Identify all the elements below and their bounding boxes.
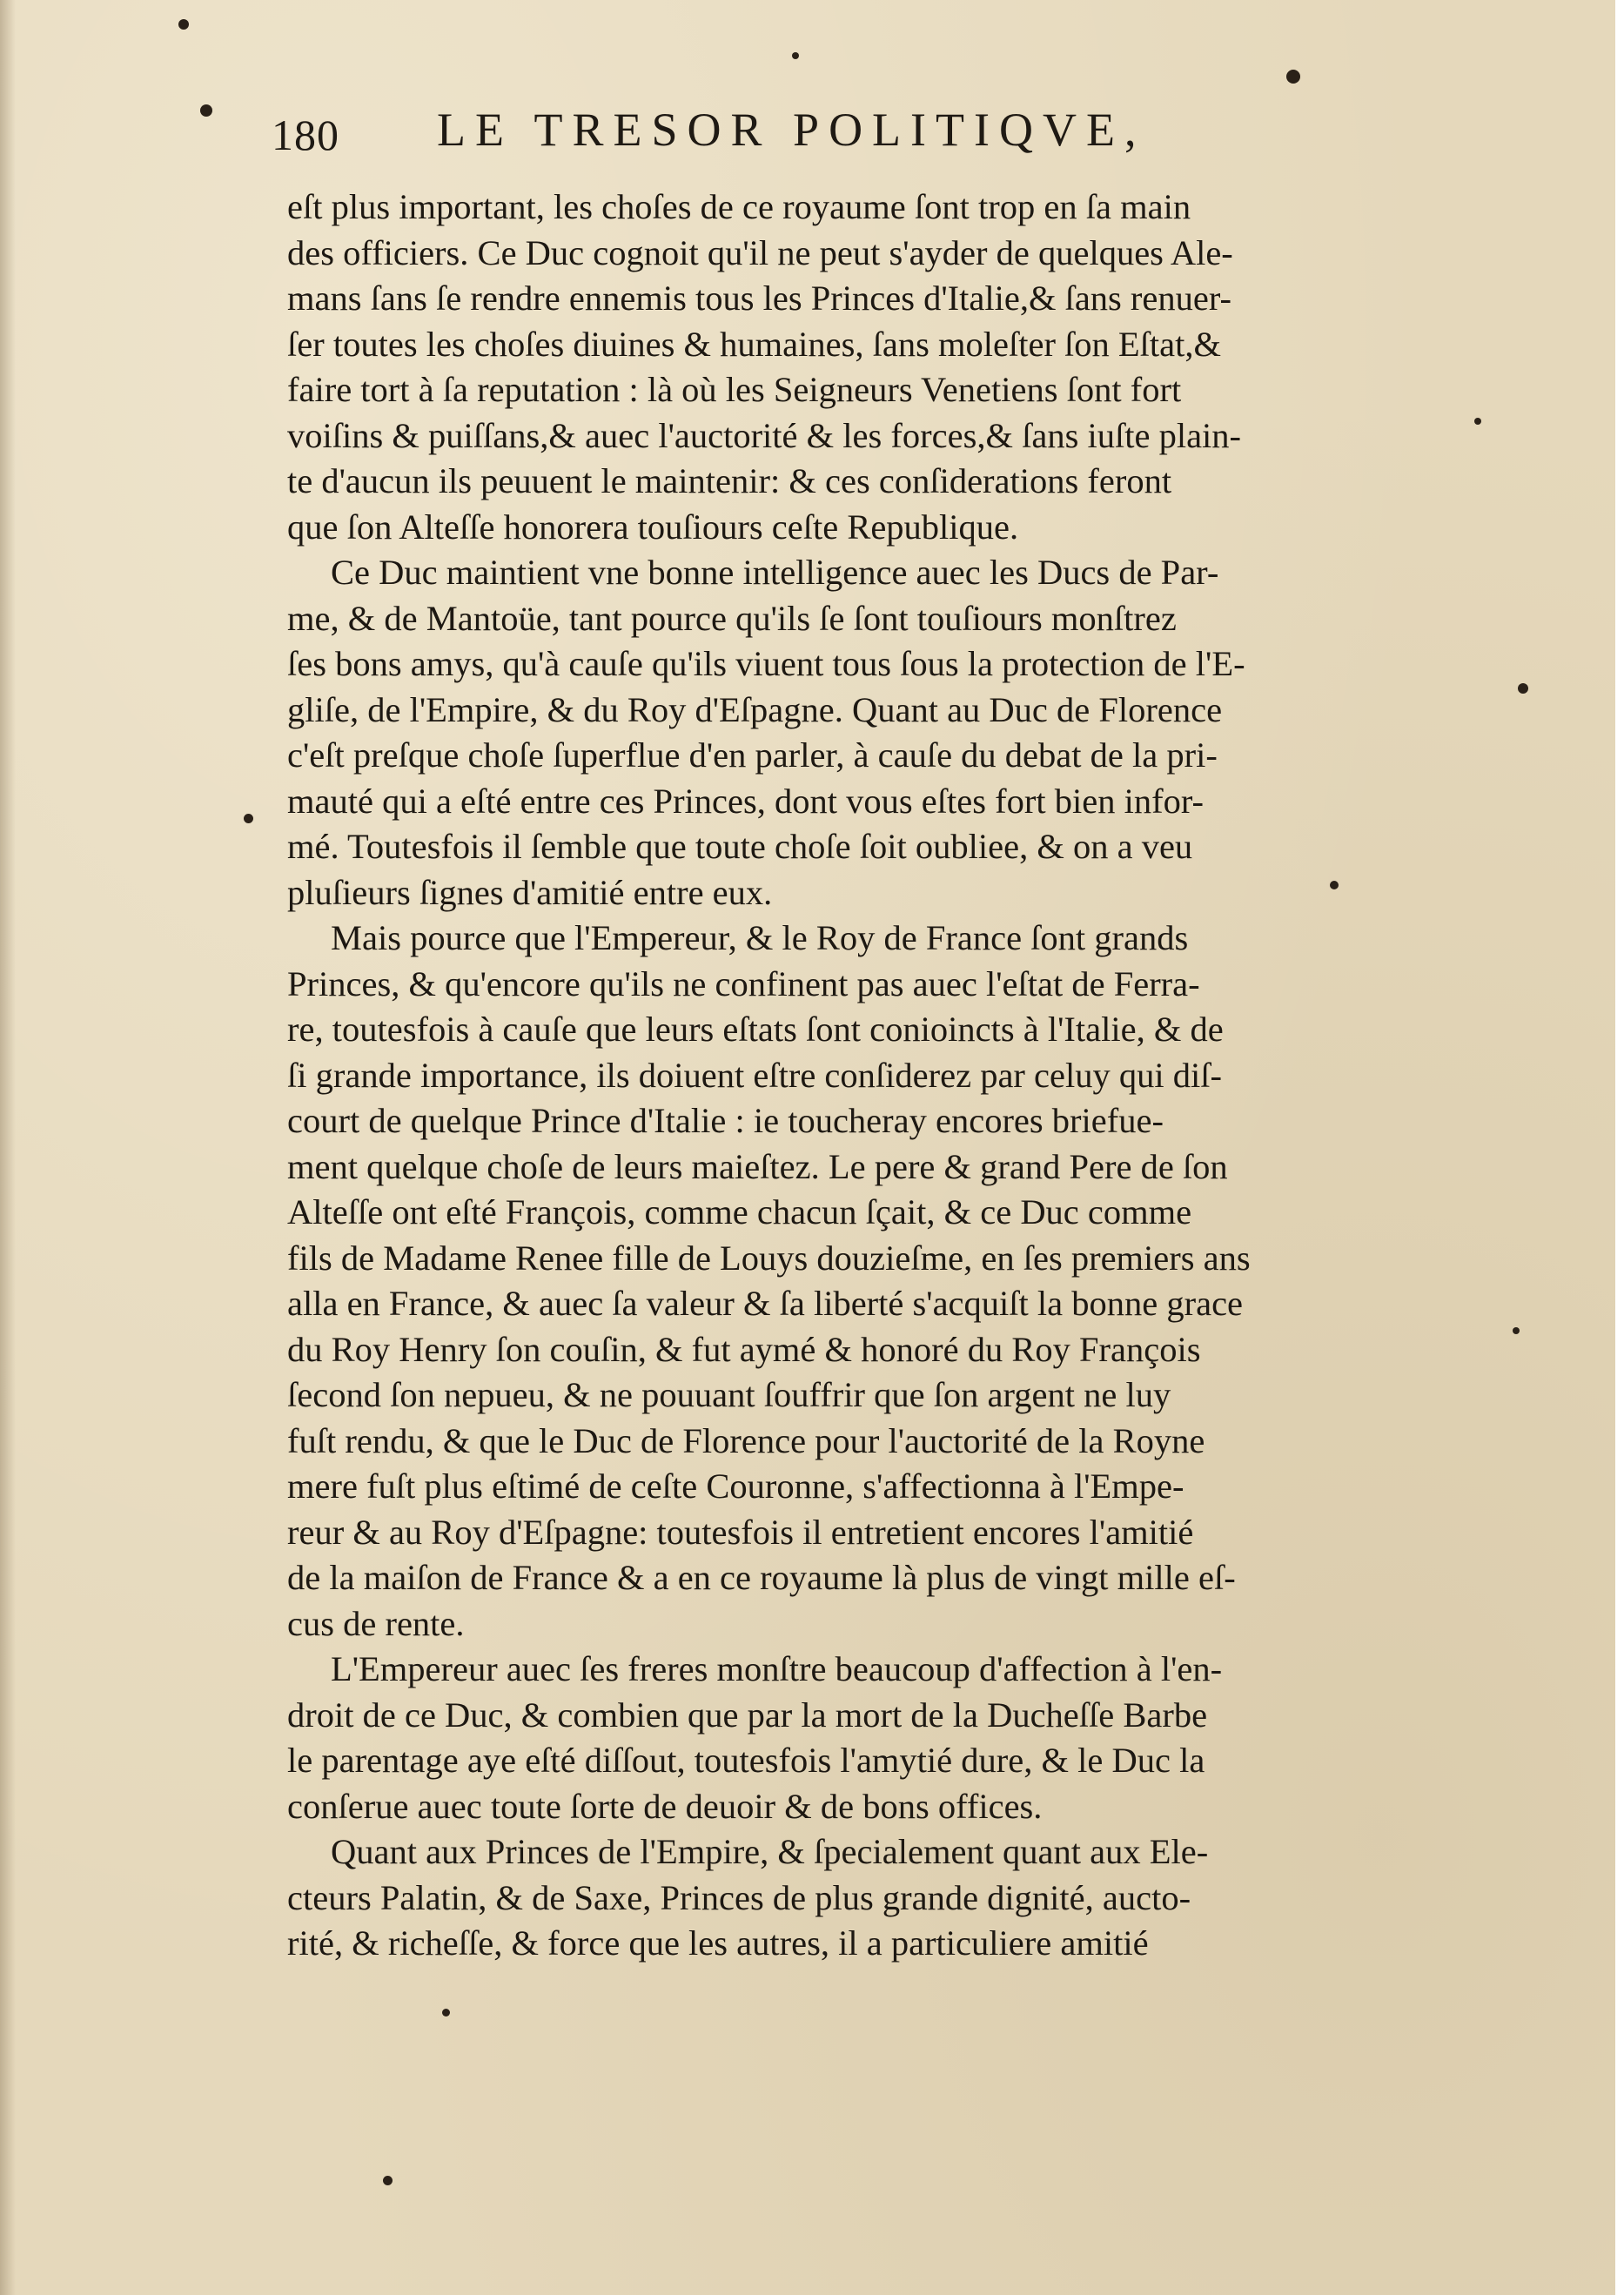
ink-speck — [1518, 683, 1528, 694]
text-line: que ſon Alteſſe honorera touſiours ceſte Republique. — [287, 507, 1019, 547]
ink-speck — [244, 814, 253, 823]
text-line: ſes bons amys, qu'à cauſe qu'ils viuent tous ſous la protection de l'E- — [287, 644, 1245, 683]
text-line: fuſt rendu, & que le Duc de Florence pour l'auctorité de la Royne — [287, 1420, 1205, 1460]
ink-speck — [200, 104, 212, 117]
text-line: eſt plus important, les choſes de ce royaume ſont trop en ſa main — [287, 187, 1191, 226]
text-line: rité, & richeſſe, & force que les autres, il a particuliere amitié — [287, 1923, 1149, 1963]
text-line: te d'aucun ils peuuent le maintenir: & ces conſiderations feront — [287, 461, 1172, 500]
page-header — [272, 103, 1403, 172]
text-line: droit de ce Duc, & combien que par la mort de la Ducheſſe Barbe — [287, 1694, 1208, 1735]
running-title: LE TRESOR POLITIQVE, — [437, 104, 1146, 156]
text-line: gliſe, de l'Empire, & du Roy d'Eſpagne. Quant au Duc de Florence — [287, 689, 1223, 729]
text-line: ſi grande importance, ils doiuent eſtre conſiderez par celuy qui diſ- — [287, 1055, 1222, 1095]
text-line: court de quelque Prince d'Italie : ie toucheray encores briefue- — [287, 1101, 1164, 1140]
text-line: Quant aux Princes de l'Empire, & ſpecialement quant aux Ele- — [331, 1832, 1209, 1871]
text-line: mans ſans ſe rendre ennemis tous les Princes d'Italie,& ſans renuer- — [287, 278, 1232, 318]
text-line: cteurs Palatin, & de Saxe, Princes de plus grande dignité, aucto- — [287, 1877, 1191, 1917]
text-line: pluſieurs ſignes d'amitié entre eux. — [287, 872, 773, 912]
ink-speck — [1513, 1327, 1520, 1334]
ink-speck — [383, 2176, 393, 2185]
text-line: me, & de Mantoüe, tant pource qu'ils ſe ſont touſiours monſtrez — [287, 598, 1177, 638]
text-line: faire tort à ſa reputation : là où les Seigneurs Venetiens ſont fort — [287, 370, 1182, 409]
text-line: mauté qui a eſté entre ces Princes, dont vous eſtes fort bien infor- — [287, 781, 1204, 821]
page-right-margin — [1615, 0, 1624, 2295]
ink-speck — [1474, 418, 1481, 425]
ink-speck — [1286, 70, 1300, 84]
text-line: du Roy Henry ſon couſin, & fut aymé & honoré du Roy François — [287, 1329, 1201, 1369]
text-line: ſecond ſon nepueu, & ne pouuant ſouffrir que ſon argent ne luy — [287, 1375, 1171, 1414]
text-line: fils de Madame Renee fille de Louys douzieſme, en ſes premiers ans — [287, 1238, 1251, 1278]
text-line: conſerue auec toute ſorte de deuoir & de bons offices. — [287, 1786, 1043, 1826]
text-line: mere fuſt plus eſtimé de ceſte Couronne, s'affectionna à l'Empe- — [287, 1466, 1184, 1506]
text-line: Mais pource que l'Empereur, & le Roy de France ſont grands — [331, 918, 1189, 957]
ink-speck — [178, 19, 189, 30]
text-line: cus de rente. — [287, 1603, 465, 1643]
text-line: L'Empereur auec ſes freres monſtre beaucoup d'affection à l'en- — [331, 1649, 1223, 1688]
page-gutter-shadow — [0, 0, 16, 2295]
text-line: Princes, & qu'encore qu'ils ne confinent pas auec l'eſtat de Ferra- — [287, 963, 1200, 1003]
text-line: de la maiſon de France & a en ce royaume là plus de vingt mille eſ- — [287, 1558, 1236, 1597]
text-line: alla en France, & auec ſa valeur & ſa liberté s'acquiſt la bonne grace — [287, 1284, 1244, 1323]
text-line: mé. Toutesfois il ſemble que toute choſe ſoit oubliee, & on a veu — [287, 827, 1193, 866]
text-line: le parentage aye eſté diſſout, toutesfois l'amytié dure, & le Duc la — [287, 1741, 1205, 1780]
text-line: reur & au Roy d'Eſpagne: toutesfois il entretient encores l'amitié — [287, 1512, 1194, 1552]
text-line: re, toutesfois à cauſe que leurs eſtats ſont conioincts à l'Italie, & de — [287, 1010, 1224, 1049]
text-line: c'eſt preſque choſe ſuperflue d'en parler, à cauſe du debat de la pri- — [287, 735, 1218, 775]
ink-speck — [1330, 881, 1339, 889]
body-text — [287, 185, 1453, 1967]
ink-speck — [792, 52, 799, 59]
ink-speck — [442, 2009, 450, 2017]
text-line: ment quelque choſe de leurs maieſtez. Le pere & grand Pere de ſon — [287, 1146, 1228, 1186]
text-line: Alteſſe ont eſté François, comme chacun ſçait, & ce Duc comme — [287, 1192, 1192, 1231]
text-line: ſer toutes les choſes diuines & humaines, ſans moleſter ſon Eſtat,& — [287, 324, 1222, 364]
text-line: voiſins & puiſſans,& auec l'auctorité & les forces,& ſans iuſte plain- — [287, 415, 1242, 455]
page-number: 180 — [272, 111, 339, 159]
text-line: Ce Duc maintient vne bonne intelligence auec les Ducs de Par- — [331, 553, 1219, 592]
text-line: des officiers. Ce Duc cognoit qu'il ne peut s'ayder de quelques Ale- — [287, 232, 1233, 272]
